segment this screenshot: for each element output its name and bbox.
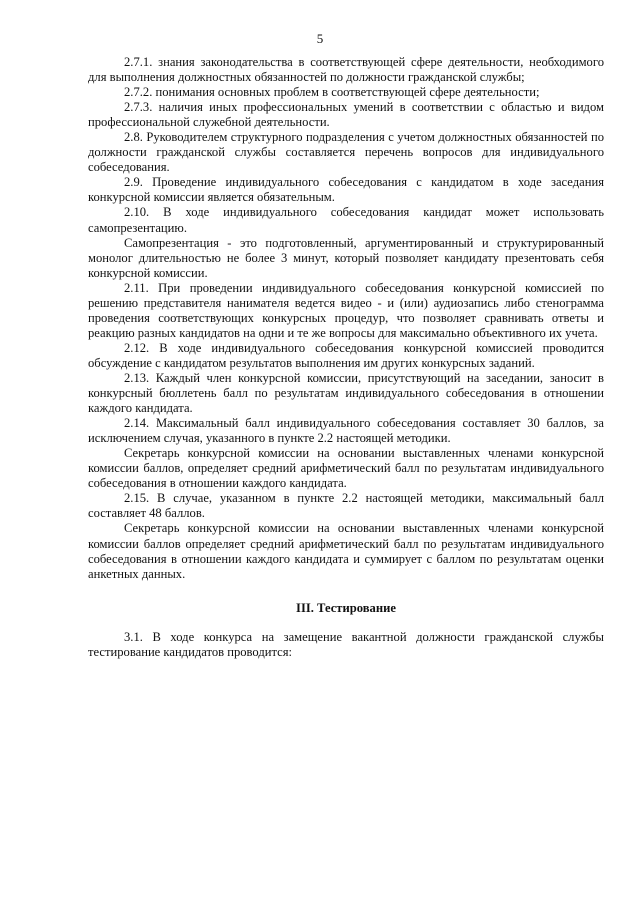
paragraph-3-1: 3.1. В ходе конкурса на замещение вакантной должности гражданской службы тестирование кандидатов проводится: — [88, 629, 604, 659]
document-body — [88, 55, 604, 660]
paragraph-2-9: 2.9. Проведение индивидуального собеседования с кандидатом в ходе заседания конкурсной комиссии является обязательным. — [88, 175, 604, 205]
page-number: 5 — [316, 31, 324, 46]
paragraph-2-10: 2.10. В ходе индивидуального собеседования кандидат может использовать самопрезентацию. — [88, 205, 604, 235]
paragraph-self-presentation: Самопрезентация - это подготовленный, аргументированный и структурированный монолог длительностью не более 3 минут, который позволяет кандидату презентовать себя конкурсной комиссии. — [88, 235, 604, 280]
paragraph-2-8: 2.8. Руководителем структурного подразделения с учетом должностных обязанностей по должности гражданской службы составляется перечень вопросов для индивидуального собеседования. — [88, 130, 604, 175]
paragraph-2-15: 2.15. В случае, указанном в пункте 2.2 настоящей методики, максимальный балл составляет 48 баллов. — [88, 491, 604, 521]
paragraph-2-13: 2.13. Каждый член конкурсной комиссии, присутствующий на заседании, заносит в конкурсный бюллетень балл по результатам индивидуального собеседования в отношении каждого кандидата. — [88, 370, 604, 416]
section-heading: III. Тестирование — [296, 600, 396, 615]
paragraph-2-7-2: 2.7.2. понимания основных проблем в соответствующей сфере деятельности; — [124, 85, 540, 100]
paragraph-2-14: 2.14. Максимальный балл индивидуального собеседования составляет 30 баллов, за исключением случая, указанного в пункте 2.2 настоящей методики. — [88, 416, 604, 446]
paragraph-2-7-1: 2.7.1. знания законодательства в соответствующей сфере деятельности, необходимого для выполнения должностных обязанностей по должности гражданской службы; — [88, 55, 604, 85]
paragraph-2-11: 2.11. При проведении индивидуального собеседования конкурсной комиссией по решению представителя нанимателя ведется видео - и (или) аудиозапись либо стенограмма проведения соответствующих конкурсных процедур, что позволяет сравнивать ответы и реакцию разных кандидатов на одни и те же вопросы для максимально объективного их учета. — [88, 280, 604, 340]
paragraph-2-12: 2.12. В ходе индивидуального собеседования конкурсной комиссией проводится обсуждение с кандидатом результатов выполнения им других конкурсных заданий. — [88, 340, 604, 370]
paragraph-secretary-average: Секретарь конкурсной комиссии на основании выставленных членами конкурсной комиссии баллов, определяет средний арифметический балл по результатам индивидуального собеседования в отношении каждого кандидата. — [88, 446, 604, 491]
paragraph-2-7-3: 2.7.3. наличия иных профессиональных умений в соответствии с областью и видом профессиональной служебной деятельности. — [88, 100, 604, 130]
paragraph-secretary-sum: Секретарь конкурсной комиссии на основании выставленных членами конкурсной комиссии баллов определяет средний арифметический балл по результатам индивидуального собеседования в отношении каждого кандидата и суммирует с баллом по результатам оценки анкетных данных. — [88, 521, 604, 581]
